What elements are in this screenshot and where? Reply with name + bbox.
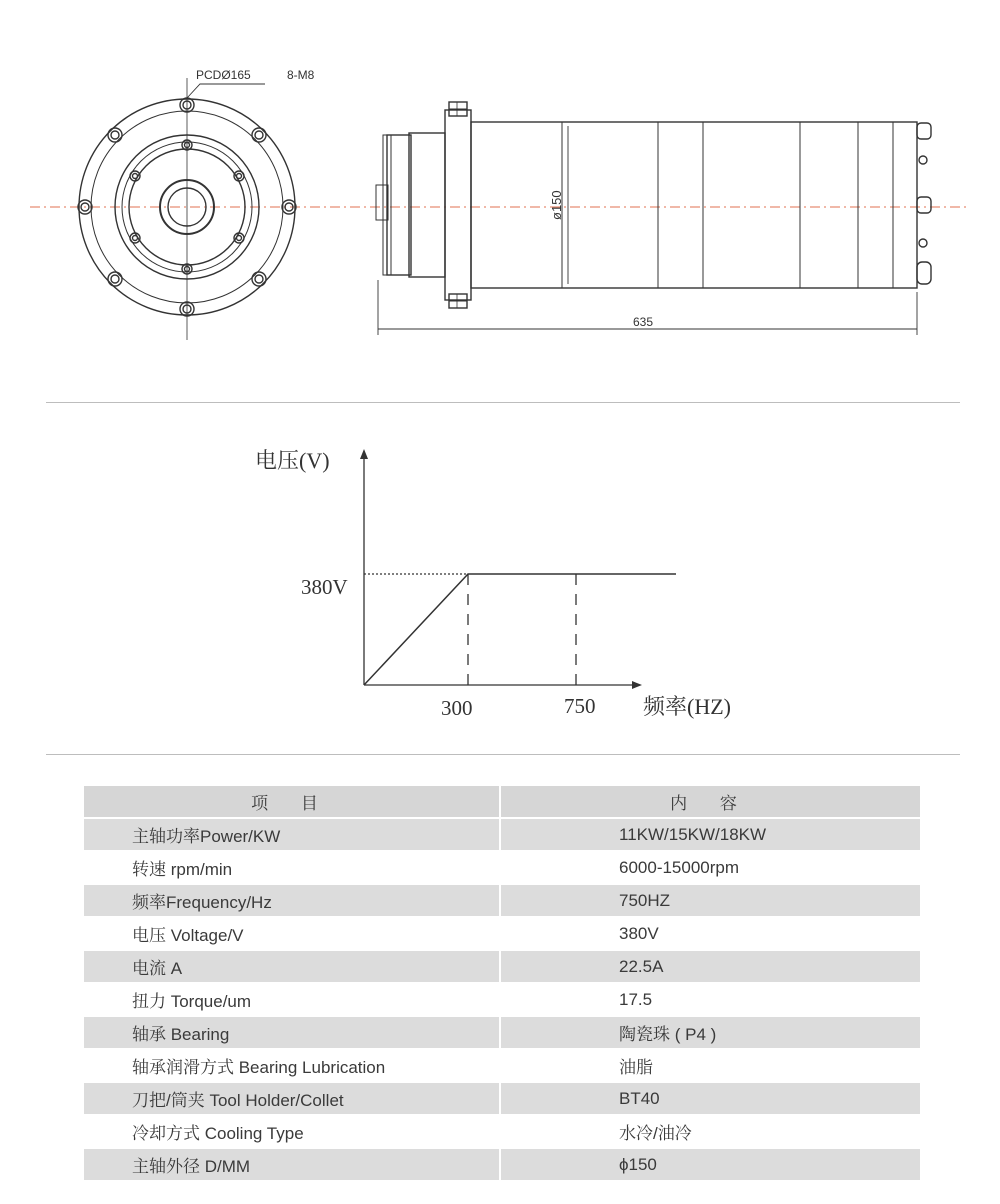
- row-value: 6000-15000rpm: [501, 852, 920, 883]
- row-value: 17.5: [501, 984, 920, 1015]
- chart-axes: [360, 449, 642, 689]
- pcd-label: PCDØ165: [196, 68, 251, 82]
- chart-xtick-300: 300: [441, 696, 473, 720]
- header-value: 内 容: [501, 786, 920, 817]
- row-item: 冷却方式 Cooling Type: [84, 1116, 501, 1147]
- table-row: [84, 918, 920, 949]
- row-value: 22.5A: [501, 951, 920, 982]
- row-item: 主轴功率Power/KW: [84, 819, 501, 850]
- table-row: [84, 1116, 920, 1147]
- row-value: BT40: [501, 1083, 920, 1114]
- row-item: 轴承 Bearing: [84, 1017, 501, 1048]
- chart-ylabel: 电压(V): [255, 448, 330, 473]
- vf-curve-line: [364, 574, 676, 685]
- table-row: [84, 819, 920, 850]
- row-item: 电压 Voltage/V: [84, 918, 501, 949]
- row-item: 电流 A: [84, 951, 501, 982]
- row-item: 转速 rpm/min: [84, 852, 501, 883]
- row-value: 油脂: [501, 1050, 920, 1081]
- row-value: 陶瓷珠 ( P4 ): [501, 1017, 920, 1048]
- spec-table: [84, 786, 920, 1182]
- length-label: 635: [633, 315, 654, 329]
- table-row: [84, 1083, 920, 1114]
- table-row: [84, 852, 920, 883]
- row-value: 750HZ: [501, 885, 920, 916]
- row-value: ϕ150: [501, 1149, 920, 1180]
- row-item: 扭力 Torque/um: [84, 984, 501, 1015]
- table-header-row: [84, 786, 920, 817]
- chart-ytick-380: 380V: [301, 575, 348, 599]
- table-row: [84, 951, 920, 982]
- row-value: 11KW/15KW/18KW: [501, 819, 920, 850]
- chart-xlabel: 频率(HZ): [643, 694, 731, 719]
- table-row: [84, 1017, 920, 1048]
- row-item: 轴承润滑方式 Bearing Lubrication: [84, 1050, 501, 1081]
- table-row: [84, 1050, 920, 1081]
- row-value: 水冷/油冷: [501, 1116, 920, 1147]
- separator-bottom: [46, 754, 960, 755]
- table-row: [84, 1149, 920, 1180]
- chart-marks: [364, 574, 676, 685]
- row-item: 刀把/筒夹 Tool Holder/Collet: [84, 1083, 501, 1114]
- row-value: 380V: [501, 918, 920, 949]
- diameter-label: ø150: [549, 190, 564, 220]
- table-row: [84, 984, 920, 1015]
- row-item: 频率Frequency/Hz: [84, 885, 501, 916]
- chart-xtick-750: 750: [564, 694, 596, 718]
- row-item: 主轴外径 D/MM: [84, 1149, 501, 1180]
- table-row: [84, 885, 920, 916]
- header-item: 项 目: [84, 786, 501, 817]
- bolt-spec-label: 8-M8: [287, 68, 315, 82]
